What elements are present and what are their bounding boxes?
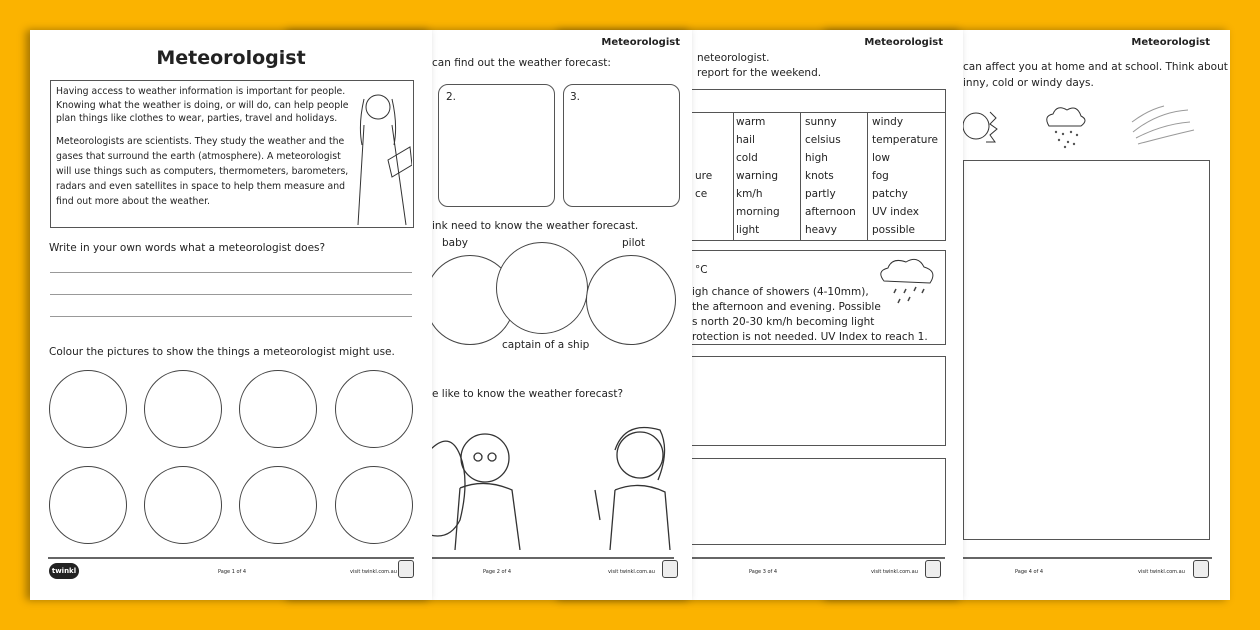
quality-badge-icon <box>662 560 678 578</box>
answer-box[interactable] <box>681 356 946 446</box>
answer-box-3[interactable] <box>563 84 680 207</box>
instruction-line: can affect you at home and at school. Think about <box>963 61 1228 73</box>
computer-picture[interactable] <box>335 466 413 544</box>
instruction-line: ink need to know the weather forecast. <box>432 220 639 232</box>
captain-picture <box>496 242 588 334</box>
forecast-line: the afternoon and evening. Possible <box>692 301 881 313</box>
intro-line: Meteorologists are scientists. They study the weather and the <box>56 136 345 147</box>
word-bank-word: windy <box>872 116 904 128</box>
word-bank-partial: ce <box>695 188 708 200</box>
page-title: Meteorologist <box>156 47 306 69</box>
box-number: 3. <box>570 91 581 103</box>
computer-tools-picture[interactable] <box>49 370 127 448</box>
intro-paragraph-2 <box>56 134 348 209</box>
word-bank-word: low <box>872 152 890 164</box>
answer-box[interactable] <box>963 160 1210 540</box>
instruction-line: e like to know the weather forecast? <box>432 388 624 400</box>
word-bank-word: temperature <box>872 134 938 146</box>
word-bank-word: celsius <box>805 134 841 146</box>
page-title: Meteorologist <box>864 37 943 48</box>
word-bank-word: cold <box>736 152 758 164</box>
intro-line: Knowing what the weather is doing, or will do, can help people <box>56 99 349 111</box>
stethoscope-picture[interactable] <box>144 466 222 544</box>
colour-prompt: Colour the pictures to show the things a meteorologist might use. <box>49 346 395 358</box>
label-baby: baby <box>442 237 468 249</box>
word-bank-word: partly <box>805 188 836 200</box>
instruction-line: neteorologist. <box>697 52 770 64</box>
page-title: Meteorologist <box>601 37 680 48</box>
thermometer-picture[interactable] <box>335 370 413 448</box>
label-captain: captain of a ship <box>502 339 590 351</box>
intro-line: radars and even satellites in space to help them measure and <box>56 181 346 192</box>
instruction-line: can find out the weather forecast: <box>432 57 611 69</box>
pilot-picture <box>586 255 676 345</box>
site-link[interactable]: visit twinkl.com.au <box>608 569 655 575</box>
forecast-line: s north 20-30 km/h becoming light <box>692 316 875 328</box>
intro-line: Having access to weather information is important for people. <box>56 86 346 97</box>
intro-line: plan things like clothes to wear, parties, travel and holidays. <box>56 113 338 124</box>
word-bank-word: morning <box>736 206 780 218</box>
intro-line: find out more about the weather. <box>56 196 211 207</box>
word-bank-word: possible <box>872 224 915 236</box>
writing-line[interactable] <box>50 272 412 273</box>
word-bank-word: patchy <box>872 188 908 200</box>
site-link[interactable]: visit twinkl.com.au <box>1138 569 1185 575</box>
question-text: Write in your own words what a meteorologist does? <box>49 242 326 254</box>
word-bank-word: UV index <box>872 206 919 218</box>
page-number: Page 4 of 4 <box>1015 569 1044 575</box>
instruction-line: report for the weekend. <box>697 67 822 79</box>
forecast-temperature: °C <box>695 264 708 276</box>
word-bank-table <box>681 89 946 241</box>
intro-line: will use things such as computers, thermometers, barometers, <box>56 166 349 177</box>
answer-box[interactable] <box>681 458 946 545</box>
writing-line[interactable] <box>50 316 412 317</box>
word-bank-word: knots <box>805 170 834 182</box>
hail-cloud-icon <box>1041 102 1091 150</box>
instruction-line: inny, cold or windy days. <box>963 77 1094 89</box>
quality-badge-icon <box>398 560 414 578</box>
word-bank-word: afternoon <box>805 206 856 218</box>
worksheet-page-1 <box>30 30 432 600</box>
word-bank-partial: ure <box>695 170 713 182</box>
anemometer-picture[interactable] <box>144 370 222 448</box>
rain-gauge-picture[interactable] <box>239 370 317 448</box>
rain-cloud-icon <box>876 255 941 310</box>
quality-badge-icon <box>925 560 941 578</box>
sun-icon <box>960 102 1000 152</box>
page-number: Page 2 of 4 <box>483 569 512 575</box>
footer-divider <box>48 557 414 559</box>
intro-paragraph-1 <box>56 85 348 126</box>
word-bank-word: warning <box>736 170 779 182</box>
writing-line[interactable] <box>50 294 412 295</box>
twinkl-logo: twinkl <box>49 563 79 579</box>
word-bank-word: fog <box>872 170 889 182</box>
word-bank-word: sunny <box>805 116 837 128</box>
word-bank-word: km/h <box>736 188 763 200</box>
wind-icon <box>1128 102 1198 150</box>
intro-line: gases that surround the earth (atmosphere). A meteorologist <box>56 151 341 162</box>
barometer-picture[interactable] <box>49 466 127 544</box>
scales-picture[interactable] <box>239 466 317 544</box>
quality-badge-icon <box>1193 560 1209 578</box>
forecast-line: igh chance of showers (4-10mm), <box>692 286 869 298</box>
answer-box-2[interactable] <box>438 84 555 207</box>
label-pilot: pilot <box>622 237 646 249</box>
children-thinking-illustration <box>430 410 680 550</box>
word-bank-word: heavy <box>805 224 837 236</box>
word-bank-word: hail <box>736 134 755 146</box>
forecast-line: rotection is not needed. UV Index to reach 1. <box>692 331 928 343</box>
word-bank-word: high <box>805 152 828 164</box>
word-bank-word: warm <box>736 116 766 128</box>
meteorologist-illustration <box>350 85 412 227</box>
site-link[interactable]: visit twinkl.com.au <box>350 569 397 575</box>
word-bank-word: light <box>736 224 760 236</box>
site-link[interactable]: visit twinkl.com.au <box>871 569 918 575</box>
page-number: Page 1 of 4 <box>218 569 247 575</box>
box-number: 2. <box>446 91 457 103</box>
page-title: Meteorologist <box>1131 37 1210 48</box>
page-number: Page 3 of 4 <box>749 569 778 575</box>
